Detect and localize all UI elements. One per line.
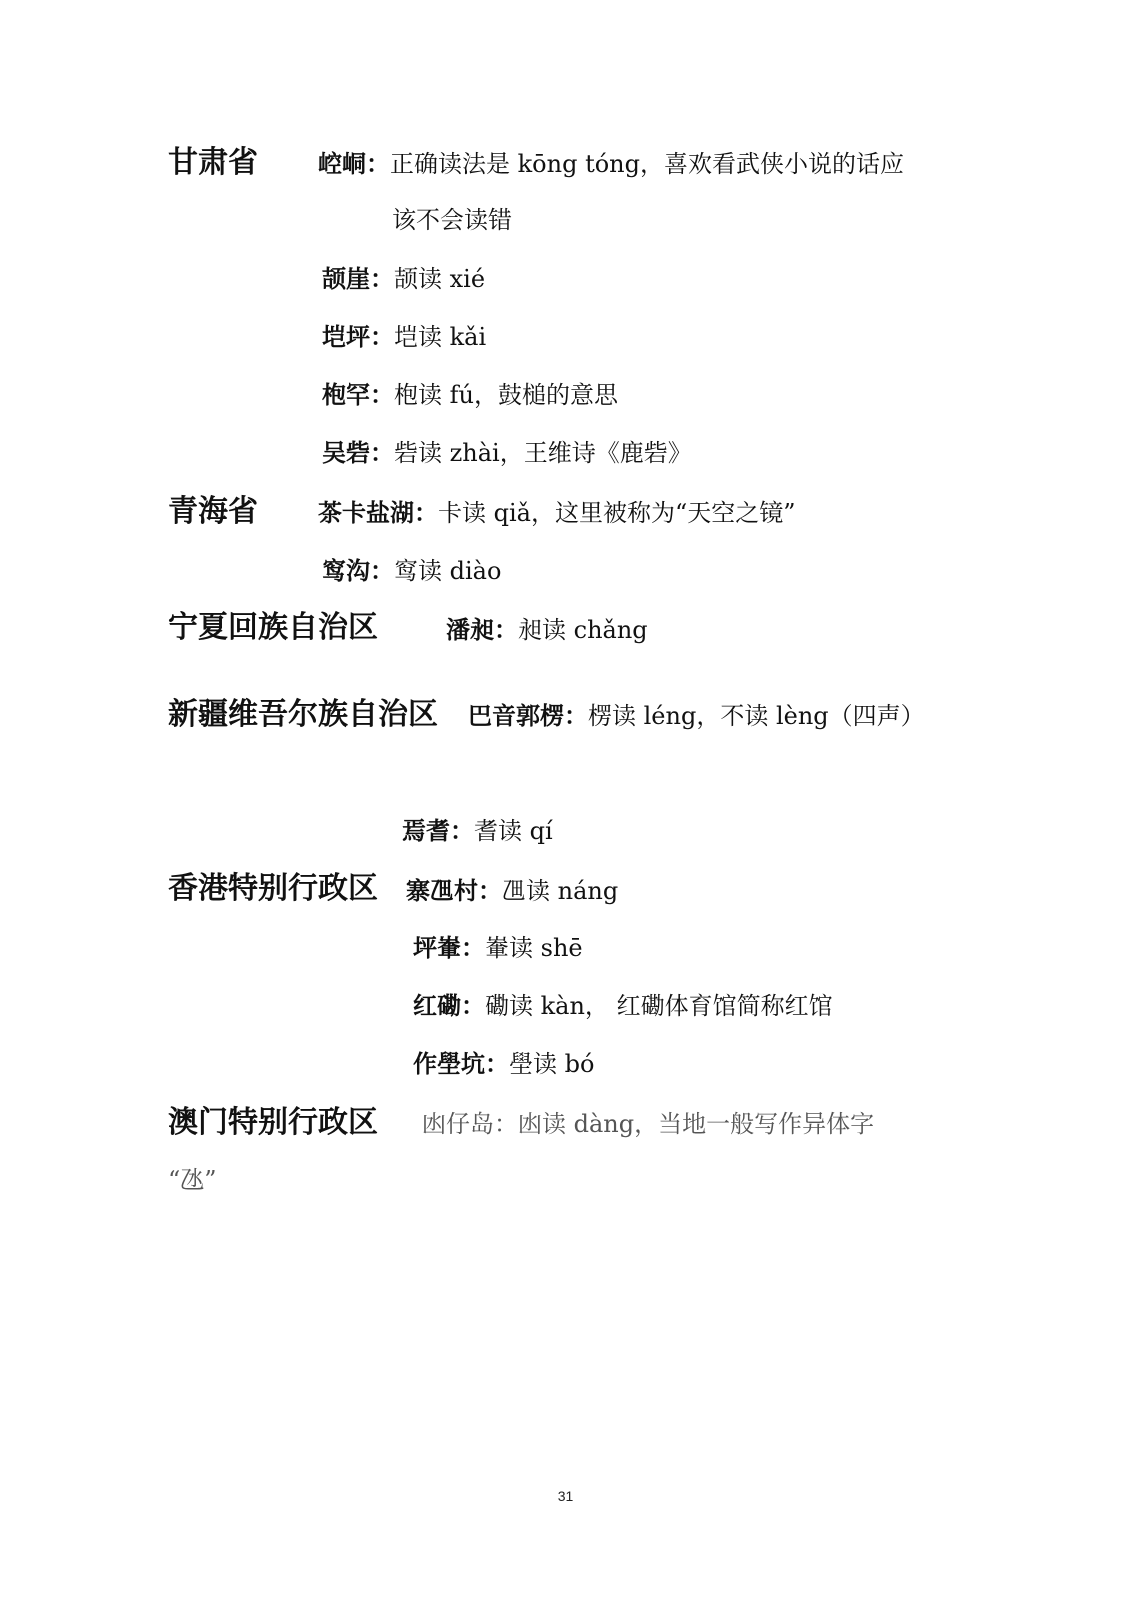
- entry-chaka: [318, 501, 796, 525]
- entry-desc: 窎读 diào: [394, 557, 502, 585]
- entry-desc: 昶读 chǎng: [518, 616, 648, 644]
- entry-term: 坪輋：: [413, 934, 485, 962]
- entry-bayin: [468, 704, 925, 728]
- entry-desc: 该不会读错: [392, 206, 512, 234]
- entry-desc: 輋读 shē: [485, 934, 583, 962]
- entry-desc: 楞读 léng，不读 lèng（四声）: [588, 702, 925, 730]
- region-macau: 澳门特别行政区: [168, 1105, 378, 1140]
- entry-term: 寨乪村：: [406, 877, 502, 905]
- region-qinghai: 青海省: [168, 494, 258, 529]
- entry-wuzhai: [322, 441, 692, 465]
- entry-desc: 乪读 náng: [502, 877, 619, 905]
- entry-term: 焉耆：: [402, 817, 474, 845]
- entry-dangzai-continuation: [168, 1168, 217, 1192]
- entry-term: 垲坪：: [322, 323, 394, 351]
- entry-hongkan: [413, 994, 833, 1018]
- entry-term: 作壆坑：: [413, 1050, 509, 1078]
- entry-term: 潘昶：: [446, 616, 518, 644]
- entry-kongtong-continuation: [392, 208, 512, 232]
- entry-term: 枹罕：: [322, 381, 394, 409]
- entry-dangzai: [422, 1112, 874, 1136]
- entry-panchang: [446, 618, 648, 642]
- entry-yanqi: [402, 819, 553, 843]
- entry-desc: 砦读 zhài，王维诗《鹿砦》: [394, 439, 692, 467]
- entry-desc: 颉读 xié: [394, 265, 486, 293]
- entry-kongtong: [318, 152, 904, 176]
- entry-desc: 磡读 kàn， 红磡体育馆简称红馆: [485, 992, 833, 1020]
- entry-zuobo: [413, 1052, 594, 1076]
- entry-desc: 垲读 kǎi: [394, 323, 487, 351]
- entry-pingshe: [413, 936, 583, 960]
- entry-zhainang: [406, 879, 618, 903]
- region-hongkong: 香港特别行政区: [168, 871, 378, 906]
- region-xinjiang: 新疆维吾尔族自治区: [168, 697, 438, 732]
- entry-desc: 卡读 qiǎ，这里被称为“天空之镜”: [438, 499, 796, 527]
- entry-desc: 枹读 fú，鼓槌的意思: [394, 381, 618, 409]
- entry-fuhan: [322, 383, 618, 407]
- page-number: 31: [557, 1488, 574, 1504]
- entry-desc: 凼读 dàng，当地一般写作异体字: [518, 1110, 875, 1138]
- entry-desc: 正确读法是 kōng tóng，喜欢看武侠小说的话应: [390, 150, 904, 178]
- entry-term: 颉崖：: [322, 265, 394, 293]
- entry-term: 崆峒：: [318, 150, 390, 178]
- entry-term: 红磡：: [413, 992, 485, 1020]
- entry-xieya: [322, 267, 485, 291]
- entry-desc: 耆读 qí: [474, 817, 553, 845]
- entry-diaogou: [322, 559, 501, 583]
- entry-term: 凼仔岛：: [422, 1110, 518, 1138]
- entry-term: 巴音郭楞：: [468, 702, 588, 730]
- entry-term: 茶卡盐湖：: [318, 499, 438, 527]
- region-gansu: 甘肃省: [168, 145, 258, 180]
- entry-kaiping: [322, 325, 486, 349]
- region-ningxia: 宁夏回族自治区: [168, 610, 378, 645]
- entry-desc: “氹”: [168, 1166, 217, 1194]
- entry-term: 窎沟：: [322, 557, 394, 585]
- entry-desc: 壆读 bó: [509, 1050, 595, 1078]
- entry-term: 吴砦：: [322, 439, 394, 467]
